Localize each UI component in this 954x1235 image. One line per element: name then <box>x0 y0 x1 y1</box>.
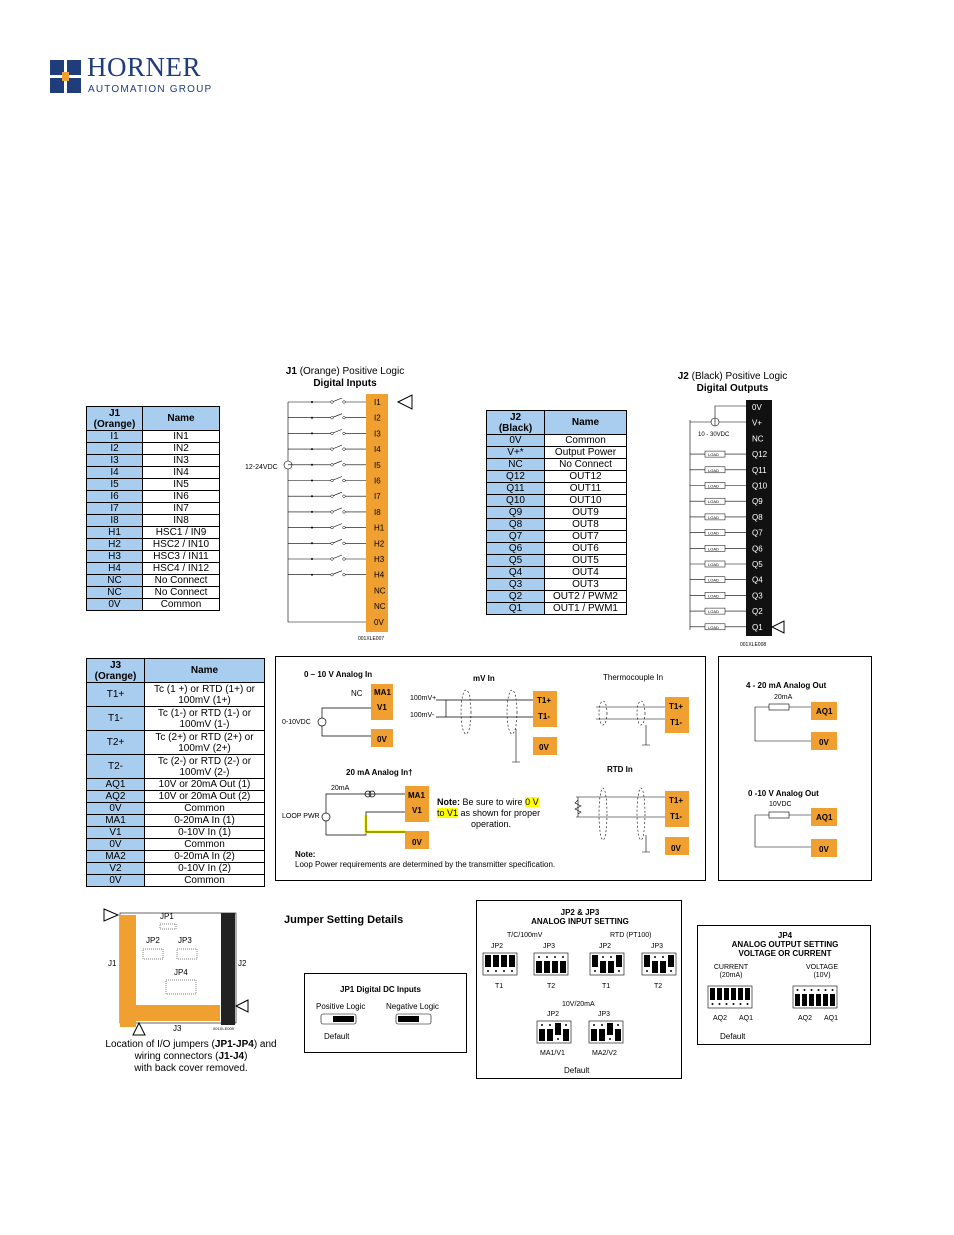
pin-cell: T1- <box>87 707 145 731</box>
table-row <box>487 567 627 579</box>
jp4-current-label: CURRENT (20mA) <box>713 964 749 979</box>
jp4-aq2-label-a: AQ2 <box>713 1015 728 1022</box>
pin-label: I5 <box>374 460 381 470</box>
pin-label: V+ <box>752 418 763 428</box>
name-cell: HSC3 / IN11 <box>143 551 220 563</box>
table-row <box>487 591 627 603</box>
jp23-jp2-label-a: JP2 <box>491 943 504 950</box>
pin-label: I2 <box>374 413 381 423</box>
table-row <box>87 707 265 731</box>
pin-label: H3 <box>374 555 385 564</box>
pin-label: 0V <box>752 403 762 412</box>
pin-label: NC <box>752 434 764 444</box>
name-cell: 0-10V In (2) <box>145 863 265 875</box>
j3-location-label: J3 <box>173 1024 182 1033</box>
jp23-jp3-label-a: JP3 <box>543 943 556 950</box>
svg-text:T1-: T1- <box>538 712 550 721</box>
jp1-positive-label: Positive Logic <box>316 1002 366 1011</box>
pin-cell: Q11 <box>487 483 545 495</box>
jp23-jp3-label-c: JP3 <box>598 1011 611 1018</box>
jp23-jp2-label-c: JP2 <box>547 1011 560 1018</box>
loop-pwr-label: LOOP PWR <box>282 813 320 820</box>
wiring-note: Note: Be sure to wire 0 V to V1 as shown for proper operation. <box>437 797 541 829</box>
table-row <box>87 755 265 779</box>
mv-minus-label: 100mV- <box>410 712 435 719</box>
pin-cell: Q1 <box>487 603 545 615</box>
pin-cell: I3 <box>87 455 143 467</box>
j2-pin-table <box>486 410 627 615</box>
table-row <box>87 791 265 803</box>
table-row <box>87 875 265 887</box>
jumper-location-caption: Location of I/O jumpers (JP1-JP4) and wiring connectors (J1-J4) with back cover removed. <box>105 1039 277 1074</box>
pin-cell: 0V <box>87 875 145 887</box>
pin-label: NC <box>374 602 386 612</box>
j2-location-label: J2 <box>238 959 247 968</box>
board-code-label: 001XLE009 <box>213 1026 234 1031</box>
load-label: LOAD <box>708 609 719 615</box>
svg-text:MA1: MA1 <box>374 688 391 697</box>
analog-input-panel <box>275 656 706 881</box>
name-cell: Common <box>145 803 265 815</box>
pin-cell: 0V <box>87 803 145 815</box>
pin-label: I1 <box>374 398 381 407</box>
load-label: LOAD <box>708 624 719 630</box>
jp4-title: JP4 ANALOG OUTPUT SETTING VOLTAGE OR CURRENT <box>731 931 839 958</box>
name-cell: 0-20mA In (1) <box>145 815 265 827</box>
table-row <box>87 551 220 563</box>
j3-table-body <box>87 683 265 887</box>
name-cell: Tc (1 +) or RTD (1+) or 100mV (1+) <box>145 683 265 707</box>
jp23-jp3-label-b: JP3 <box>651 943 664 950</box>
name-cell: IN6 <box>143 491 220 503</box>
pin-cell: I8 <box>87 515 143 527</box>
j1-location-label: J1 <box>108 959 117 968</box>
analog-input-wiring <box>276 657 707 882</box>
jp4-aq1-label-a: AQ1 <box>739 1015 754 1022</box>
pin-cell: Q8 <box>487 519 545 531</box>
pin-cell: NC <box>87 587 143 599</box>
pin-label: 0V <box>374 617 384 627</box>
mv-title: mV In <box>473 674 495 683</box>
pin1-marker-icon <box>772 621 784 633</box>
jp2-jp3-settings-panel <box>476 900 682 1079</box>
jp23-ma1v1-label: MA1/V1 <box>540 1050 565 1057</box>
table-row <box>87 599 220 611</box>
name-cell: Common <box>145 839 265 851</box>
svg-text:V1: V1 <box>412 806 422 815</box>
table-row <box>87 779 265 791</box>
pin-label: H2 <box>374 539 385 549</box>
pin-cell: Q9 <box>487 507 545 519</box>
jp3-location-label: JP3 <box>178 936 192 945</box>
name-cell: Common <box>145 875 265 887</box>
j2-diagram-title: J2 (Black) Positive Logic Digital Outputs <box>677 371 788 394</box>
jp1-negative-label: Negative Logic <box>386 1002 439 1011</box>
pin-label: Q3 <box>752 591 763 601</box>
name-cell: 10V or 20mA Out (1) <box>145 779 265 791</box>
pin-cell: MA1 <box>87 815 145 827</box>
name-cell: Common <box>143 599 220 611</box>
pin-cell: V1 <box>87 827 145 839</box>
name-cell: OUT12 <box>545 471 627 483</box>
table-row <box>87 539 220 551</box>
name-cell: IN8 <box>143 515 220 527</box>
pin-label: Q11 <box>752 465 767 475</box>
jp1-default-label: Default <box>324 1032 350 1041</box>
j2-header-name: Name <box>545 411 627 435</box>
name-cell: IN4 <box>143 467 220 479</box>
pin-cell: I7 <box>87 503 143 515</box>
j3-header-name: Name <box>145 659 265 683</box>
load-label: LOAD <box>708 483 719 489</box>
name-cell: No Connect <box>143 575 220 587</box>
svg-text:0V: 0V <box>819 845 829 854</box>
name-cell: OUT2 / PWM2 <box>545 591 627 603</box>
name-cell: HSC2 / IN10 <box>143 539 220 551</box>
name-cell: OUT4 <box>545 567 627 579</box>
load-label: LOAD <box>708 577 719 583</box>
jp4-jumper-graphics <box>698 926 872 1046</box>
v-out-source: 10VDC <box>769 801 792 808</box>
nc-label: NC <box>351 689 363 698</box>
jp23-default-label: Default <box>564 1066 590 1075</box>
j2-wiring-diagram <box>680 400 800 650</box>
table-row <box>87 479 220 491</box>
pin-cell: V2 <box>87 863 145 875</box>
pin-label: Q1 <box>752 622 763 632</box>
pin-cell: I1 <box>87 431 143 443</box>
pin-cell: NC <box>487 459 545 471</box>
jp4-default-label: Default <box>720 1032 746 1041</box>
table-row <box>87 515 220 527</box>
v-out-title: 0 -10 V Analog Out <box>748 789 819 798</box>
pin-cell: V+* <box>487 447 545 459</box>
name-cell: OUT6 <box>545 543 627 555</box>
svg-text:0V: 0V <box>412 838 422 847</box>
load-label: LOAD <box>708 530 719 536</box>
pin-cell: NC <box>87 575 143 587</box>
pin-label: Q7 <box>752 528 763 538</box>
pin1-marker-icon <box>398 395 412 409</box>
svg-text:AQ1: AQ1 <box>816 813 833 822</box>
pin-label: I7 <box>374 492 381 502</box>
pin-cell: I5 <box>87 479 143 491</box>
pin-cell: Q12 <box>487 471 545 483</box>
table-row <box>87 503 220 515</box>
pin-label: Q6 <box>752 544 763 554</box>
name-cell: OUT5 <box>545 555 627 567</box>
load-label: LOAD <box>708 467 719 473</box>
name-cell: Tc (2+) or RTD (2+) or 100mV (2+) <box>145 731 265 755</box>
load-label: LOAD <box>708 546 719 552</box>
pin-cell: I2 <box>87 443 143 455</box>
table-row <box>87 455 220 467</box>
svg-text:T1-: T1- <box>670 718 682 727</box>
ma-out-title: 4 - 20 mA Analog Out <box>746 681 827 690</box>
table-row <box>87 683 265 707</box>
jp23-t2-label-b: T2 <box>654 983 663 990</box>
pin-label: Q5 <box>752 560 763 569</box>
analog-output-panel <box>718 656 872 881</box>
jp23-rtd-label: RTD (PT100) <box>610 932 652 939</box>
jp1-location-label: JP1 <box>160 912 174 921</box>
table-row <box>487 447 627 459</box>
table-row <box>487 507 627 519</box>
name-cell: No Connect <box>143 587 220 599</box>
jp23-t2-label-a: T2 <box>547 983 556 990</box>
name-cell: Common <box>545 435 627 447</box>
supply-label: 12-24VDC <box>245 464 278 471</box>
jp23-jumper-graphics <box>477 901 683 1080</box>
pin-cell: T1+ <box>87 683 145 707</box>
ma-out-source: 20mA <box>774 694 793 701</box>
table-row <box>487 603 627 615</box>
jp1-title: JP1 Digital DC Inputs <box>340 985 421 994</box>
j3-header-pin: J3 (Orange) <box>87 659 145 683</box>
name-cell: HSC1 / IN9 <box>143 527 220 539</box>
svg-text:0V: 0V <box>377 735 387 744</box>
table-row <box>487 483 627 495</box>
name-cell: Tc (1-) or RTD (1-) or 100mV (1-) <box>145 707 265 731</box>
pin-label: H4 <box>374 570 385 580</box>
pin-cell: H1 <box>87 527 143 539</box>
pin-cell: MA2 <box>87 851 145 863</box>
jp23-ma2v2-label: MA2/V2 <box>592 1050 617 1057</box>
pin-label: I8 <box>374 507 381 517</box>
table-row <box>487 495 627 507</box>
v10-title: 0 – 10 V Analog In <box>304 670 373 679</box>
table-row <box>87 839 265 851</box>
name-cell: 0-20mA In (2) <box>145 851 265 863</box>
name-cell: IN2 <box>143 443 220 455</box>
pin-cell: Q3 <box>487 579 545 591</box>
jp4-aq2-label-b: AQ2 <box>798 1015 813 1022</box>
pin-cell: 0V <box>87 839 145 851</box>
load-label: LOAD <box>708 514 719 520</box>
name-cell: 10V or 20mA Out (2) <box>145 791 265 803</box>
j1-header-pin: J1 (Orange) <box>87 407 143 431</box>
table-row <box>87 587 220 599</box>
jp23-jp2-label-b: JP2 <box>599 943 612 950</box>
svg-text:MA1: MA1 <box>408 791 425 800</box>
j3-pin-table <box>86 658 265 887</box>
pin-label: I3 <box>374 429 381 439</box>
jp23-t1-label-b: T1 <box>602 983 611 990</box>
load-label: LOAD <box>708 562 719 567</box>
name-cell: Tc (2-) or RTD (2-) or 100mV (2-) <box>145 755 265 779</box>
name-cell: No Connect <box>545 459 627 471</box>
jp23-tc-label: T/C/100mV <box>507 932 543 939</box>
jp4-location-label: JP4 <box>174 968 188 977</box>
table-row <box>87 467 220 479</box>
pin-label: Q10 <box>752 481 768 491</box>
footnote-title: Note: <box>295 850 316 859</box>
table-row <box>87 443 220 455</box>
supply-label: 10 - 30VDC <box>698 432 730 438</box>
pin-cell: I6 <box>87 491 143 503</box>
j1-wiring-diagram <box>240 392 420 642</box>
pin-label: NC <box>374 586 386 596</box>
name-cell: IN5 <box>143 479 220 491</box>
pin-cell: H2 <box>87 539 143 551</box>
name-cell: IN1 <box>143 431 220 443</box>
name-cell: OUT3 <box>545 579 627 591</box>
horner-logo <box>50 52 220 100</box>
jumper-settings-title: Jumper Setting Details <box>284 914 404 926</box>
pin-cell: AQ1 <box>87 779 145 791</box>
jp4-settings-panel <box>697 925 871 1045</box>
pin-label: Q4 <box>752 575 763 585</box>
table-row <box>487 531 627 543</box>
table-row <box>87 575 220 587</box>
analog-output-wiring <box>719 657 873 882</box>
name-cell: OUT8 <box>545 519 627 531</box>
pin-label: Q8 <box>752 512 763 522</box>
name-cell: 0-10V In (1) <box>145 827 265 839</box>
v10-source-label: 0-10VDC <box>282 719 311 726</box>
pin-cell: H3 <box>87 551 143 563</box>
svg-text:T1-: T1- <box>670 812 682 821</box>
jp4-voltage-label: VOLTAGE (10V) <box>805 964 839 979</box>
j1-pin-table <box>86 406 220 611</box>
pin-cell: Q2 <box>487 591 545 603</box>
load-label: LOAD <box>708 499 719 505</box>
diagram-code: 001XLE008 <box>740 642 767 648</box>
jp4-aq1-label-b: AQ1 <box>824 1015 839 1022</box>
svg-text:AQ1: AQ1 <box>816 707 833 716</box>
load-label: LOAD <box>708 452 719 458</box>
jp2-location-label: JP2 <box>146 936 160 945</box>
j1-table-body <box>87 431 220 611</box>
table-row <box>487 519 627 531</box>
load-label: LOAD <box>708 593 719 599</box>
brand-tagline: AUTOMATION GROUP <box>88 84 213 95</box>
logo-mark-icon <box>50 60 82 94</box>
table-row <box>87 527 220 539</box>
pin-cell: H4 <box>87 563 143 575</box>
jp23-t1-label-a: T1 <box>495 983 504 990</box>
table-row <box>487 543 627 555</box>
j1-diagram-title: J1 (Orange) Positive Logic Digital Inputs <box>285 366 405 389</box>
pin-cell: T2+ <box>87 731 145 755</box>
mv-plus-label: 100mV+ <box>410 695 437 702</box>
pin-label: H1 <box>374 523 385 533</box>
j2-header-pin: J2 (Black) <box>487 411 545 435</box>
table-row <box>87 815 265 827</box>
svg-text:V1: V1 <box>377 703 387 712</box>
ma-source-label: 20mA <box>331 785 350 792</box>
svg-text:0V: 0V <box>671 844 681 853</box>
jp23-v-label: 10V/20mA <box>562 1001 595 1008</box>
svg-text:T1+: T1+ <box>669 796 684 805</box>
table-row <box>487 459 627 471</box>
table-row <box>87 863 265 875</box>
j1-header-name: Name <box>143 407 220 431</box>
pin-cell: AQ2 <box>87 791 145 803</box>
table-row <box>487 471 627 483</box>
diagram-code: 001XLE007 <box>358 636 385 642</box>
table-row <box>487 555 627 567</box>
name-cell: Output Power <box>545 447 627 459</box>
svg-text:0V: 0V <box>819 738 829 747</box>
pin-label: Q2 <box>752 607 763 617</box>
table-row <box>87 563 220 575</box>
table-row <box>87 431 220 443</box>
pin-cell: Q10 <box>487 495 545 507</box>
name-cell: OUT1 / PWM1 <box>545 603 627 615</box>
pin-cell: Q5 <box>487 555 545 567</box>
pin-label: Q12 <box>752 450 768 460</box>
svg-text:T1+: T1+ <box>537 696 552 705</box>
pin-label: Q9 <box>752 497 763 507</box>
ma-title: 20 mA Analog In† <box>346 768 413 777</box>
table-row <box>487 435 627 447</box>
table-row <box>87 731 265 755</box>
pin-cell: Q7 <box>487 531 545 543</box>
pin-cell: Q6 <box>487 543 545 555</box>
pin-cell: T2- <box>87 755 145 779</box>
pin-cell: 0V <box>87 599 143 611</box>
pin-label: I4 <box>374 445 381 455</box>
name-cell: OUT11 <box>545 483 627 495</box>
brand-name: HORNER <box>87 52 202 82</box>
jp1-settings-panel <box>304 973 467 1053</box>
table-row <box>487 579 627 591</box>
table-row <box>87 491 220 503</box>
j2-table-body <box>487 435 627 615</box>
name-cell: OUT9 <box>545 507 627 519</box>
pin-cell: Q4 <box>487 567 545 579</box>
name-cell: OUT7 <box>545 531 627 543</box>
table-row <box>87 827 265 839</box>
name-cell: HSC4 / IN12 <box>143 563 220 575</box>
jp23-title: JP2 & JP3 ANALOG INPUT SETTING <box>531 908 629 926</box>
pin-cell: I4 <box>87 467 143 479</box>
name-cell: IN3 <box>143 455 220 467</box>
footnote-text: Loop Power requirements are determined by the transmitter specification. <box>295 860 556 869</box>
pin-label: I6 <box>374 476 381 486</box>
name-cell: IN7 <box>143 503 220 515</box>
table-row <box>87 803 265 815</box>
pin-cell: 0V <box>487 435 545 447</box>
jp1-jumper-graphics <box>305 974 468 1054</box>
svg-text:0V: 0V <box>539 743 549 752</box>
table-row <box>87 851 265 863</box>
name-cell: OUT10 <box>545 495 627 507</box>
tc-title: Thermocouple In <box>603 673 664 682</box>
svg-text:T1+: T1+ <box>669 702 684 711</box>
rtd-title: RTD In <box>607 765 633 774</box>
